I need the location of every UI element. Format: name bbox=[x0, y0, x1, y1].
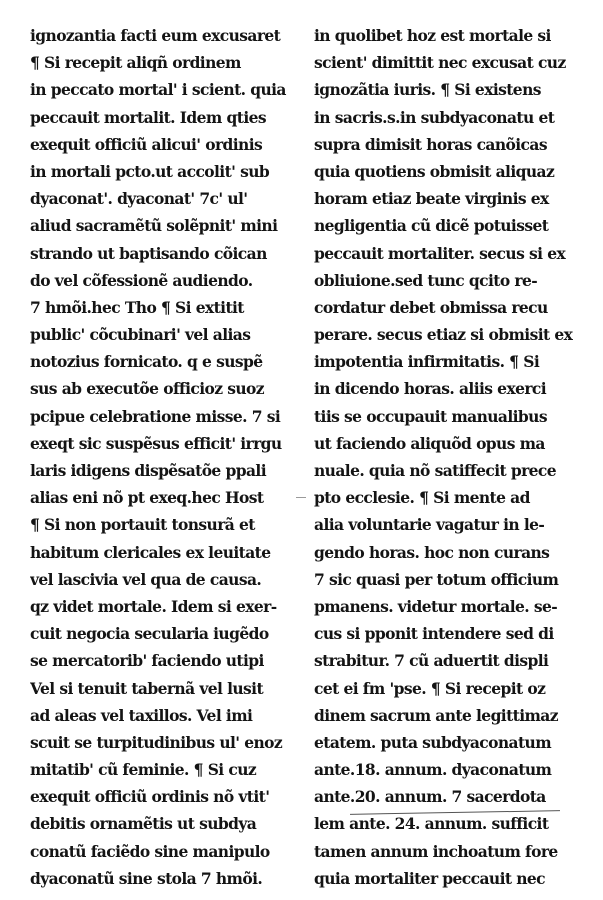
text-line: negligentia cũ dicẽ potuisset bbox=[314, 216, 549, 236]
text-line: Vel si tenuit tabernã vel lusit bbox=[30, 678, 264, 698]
left-text-column bbox=[30, 22, 298, 892]
text-line: 7 sic quasi per totum officium bbox=[314, 569, 559, 589]
text-line: ante.20. annum. 7 sacerdota bbox=[314, 787, 546, 807]
text-line: dyaconatũ sine stola 7 hmõi. bbox=[30, 868, 263, 888]
text-line: supra dimisit horas canõicas bbox=[314, 134, 547, 154]
text-line: laris idigens dispẽsatõe ppali bbox=[30, 461, 266, 480]
text-line: quia quotiens obmisit aliquaz bbox=[314, 161, 555, 181]
text-line: cuit negocia secularia iugẽdo bbox=[30, 624, 269, 644]
text-line: perare. secus etiaz si obmisit ex bbox=[314, 325, 573, 345]
text-line: peccauit mortalit. Idem qties bbox=[30, 107, 266, 127]
text-line: in mortali pcto.ut accolit' sub bbox=[30, 161, 270, 181]
text-line: exequit officiũ ordinis nõ vtit' bbox=[30, 787, 270, 807]
text-line: dyaconat'. dyaconat' 7c' ul' bbox=[30, 189, 248, 209]
text-line: habitum clericales ex leuitate bbox=[30, 542, 271, 562]
text-line: in dicendo horas. aliis exerci bbox=[314, 379, 547, 399]
right-text-column bbox=[314, 22, 582, 892]
text-line: pmanens. videtur mortale. se- bbox=[314, 596, 558, 616]
text-line: peccauit mortaliter. secus si ex bbox=[314, 243, 566, 263]
text-line: mitatib' cũ feminie. ¶ Si cuz bbox=[30, 760, 257, 780]
text-line: impotentia infirmitatis. ¶ Si bbox=[314, 352, 540, 372]
text-line: tamen annum inchoatum fore bbox=[314, 841, 558, 861]
text-line: etatem. puta subdyaconatum bbox=[314, 732, 552, 752]
text-line: cordatur debet obmissa recu bbox=[314, 297, 548, 317]
text-line: exeqt sic suspẽsus efficit' irrgu bbox=[30, 433, 282, 453]
text-line: dinem sacrum ante legittimaz bbox=[314, 705, 558, 725]
text-line: scuit se turpitudinibus ul' enoz bbox=[30, 732, 283, 752]
text-line: do vel cõfessionẽ audiendo. bbox=[30, 270, 253, 290]
text-line: ¶ Si recepit aliqñ ordinem bbox=[30, 53, 241, 73]
text-line: ante.18. annum. dyaconatum bbox=[314, 760, 552, 780]
text-line: pto ecclesie. ¶ Si mente ad bbox=[314, 488, 530, 508]
text-line: quia mortaliter peccauit nec bbox=[314, 868, 546, 888]
text-line: tiis se occupauit manualibus bbox=[314, 406, 547, 426]
text-line: gendo horas. hoc non curans bbox=[314, 542, 550, 562]
text-line: ut faciendo aliquõd opus ma bbox=[314, 433, 545, 453]
text-line: aliud sacramẽtũ solẽpnit' mini bbox=[30, 216, 278, 236]
text-line: nuale. quia nõ satiffecit prece bbox=[314, 461, 557, 480]
text-line: lem ante. 24. annum. sufficit bbox=[314, 814, 549, 834]
text-line: pcipue celebratione misse. 7 si bbox=[30, 406, 281, 426]
text-line: 7 hmõi.hec Tho ¶ Si extitit bbox=[30, 297, 244, 317]
text-line: alia voluntarie vagatur in le- bbox=[314, 515, 545, 535]
text-line: conatũ faciẽdo sine manipulo bbox=[30, 841, 270, 861]
text-line: scient' dimittit nec excusat cuz bbox=[314, 53, 566, 73]
text-line: in peccato mortal' i scient. quia bbox=[30, 80, 286, 100]
text-line: in quolibet hoz est mortale si bbox=[314, 26, 551, 45]
text-line: sus ab executõe officioz suoz bbox=[30, 379, 264, 399]
text-line: cet ei fm 'pse. ¶ Si recepit oz bbox=[314, 678, 546, 698]
text-line: strando ut baptisando cõican bbox=[30, 243, 267, 263]
text-line: ignozãtia iuris. ¶ Si existens bbox=[314, 80, 541, 100]
text-line: alias eni nõ pt exeq.hec Host bbox=[30, 488, 264, 508]
text-line: debitis ornamẽtis ut subdya bbox=[30, 814, 257, 834]
text-line: strabitur. 7 cũ aduertit displi bbox=[314, 651, 549, 671]
text-line: ignozantia facti eum excusaret bbox=[30, 26, 281, 45]
text-line: cus si pponit intendere sed di bbox=[314, 624, 554, 644]
text-line: exequit officiũ alicui' ordinis bbox=[30, 134, 263, 154]
text-line: notozius fornicato. q e suspẽ bbox=[30, 352, 263, 372]
text-line: in sacris.s.in subdyaconatu et bbox=[314, 107, 555, 127]
text-line: public' cõcubinari' vel alias bbox=[30, 325, 251, 345]
text-line: qz videt mortale. Idem si exer- bbox=[30, 596, 277, 616]
text-line: vel lascivia vel qua de causa. bbox=[30, 569, 262, 589]
text-line: obliuione.sed tunc qcito re- bbox=[314, 270, 538, 290]
text-line: se mercatorib' faciendo utipi bbox=[30, 651, 264, 671]
text-line: ad aleas vel taxillos. Vel imi bbox=[30, 705, 253, 725]
text-line: ¶ Si non portauit tonsurã et bbox=[30, 515, 255, 535]
gutter-ink-mark bbox=[296, 497, 306, 498]
text-line: horam etiaz beate virginis ex bbox=[314, 189, 549, 209]
